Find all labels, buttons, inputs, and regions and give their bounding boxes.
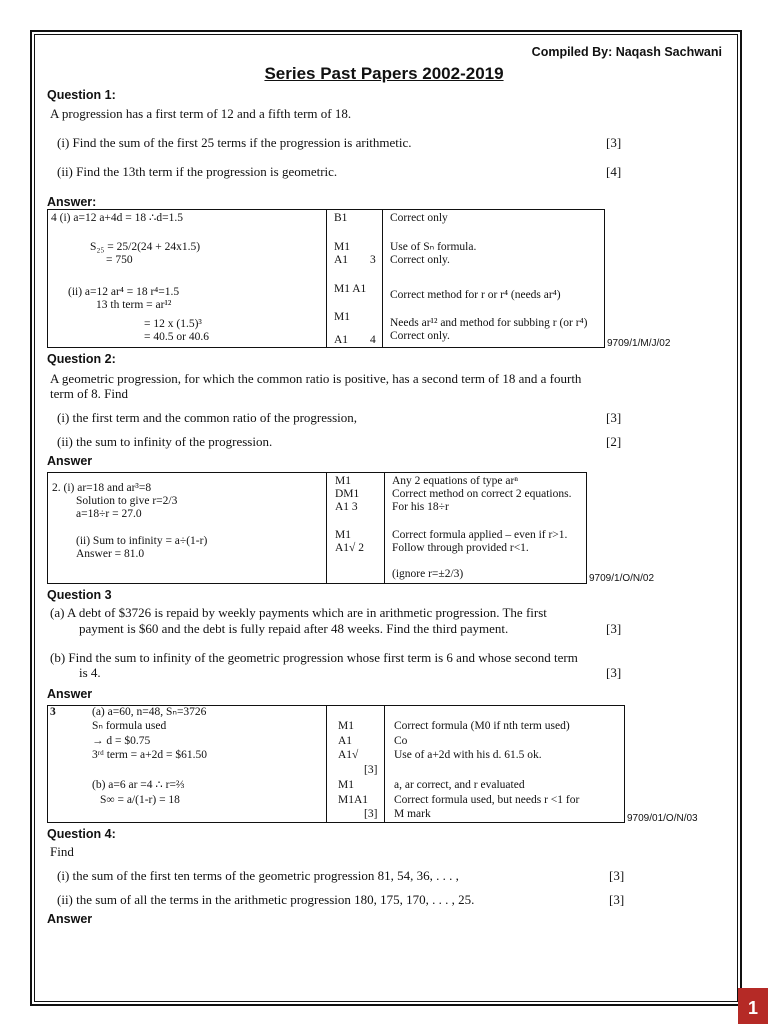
q3-ms-comment: M mark xyxy=(394,808,431,820)
q1-ms-comment: Correct only xyxy=(390,212,448,224)
q2-ms-line: (ii) Sum to infinity = a÷(1-r) xyxy=(76,535,208,547)
q3-part-b: (b) Find the sum to infinity of the geometric progression whose first term is 6 and whose second term xyxy=(50,650,578,665)
q4-marks-ii: [3] xyxy=(609,892,625,907)
q1-ms-line: S₂₅ = 25/2(24 + 24x1.5) xyxy=(90,241,201,253)
compiled-by: Compiled By: Naqash Sachwani xyxy=(531,45,722,59)
q1-markscheme-table xyxy=(47,209,605,348)
q1-paper-ref: 9709/1/M/J/02 xyxy=(607,338,671,349)
q3-ms-line: (a) a=60, n=48, Sₙ=3726 xyxy=(92,706,207,718)
q2-marks-ii: [2] xyxy=(606,434,622,449)
q1-part-i: (i) Find the sum of the first 25 terms if the progression is arithmetic. xyxy=(57,135,412,150)
q3-ms-line: → d = $0.75 xyxy=(92,735,151,747)
q2-ms-comment: Correct method on correct 2 equations. xyxy=(392,488,572,500)
q1-ms-total: 3 xyxy=(370,254,376,266)
q1-ms-line: 4 (i) a=12 a+4d = 18 ∴d=1.5 xyxy=(51,212,183,224)
q3-ms-line: S∞ = a/(1-r) = 18 xyxy=(100,794,180,806)
q3-answer-label: Answer xyxy=(47,687,93,701)
q2-paper-ref: 9709/1/O/N/02 xyxy=(589,573,655,584)
q1-ms-mark: A1 xyxy=(334,254,349,266)
q3-ms-comment: a, ar correct, and r evaluated xyxy=(394,779,525,791)
q1-ms-mark: M1 xyxy=(334,241,350,253)
q2-ms-comment: (ignore r=±2/3) xyxy=(392,568,464,580)
q3-ms-line: 3ʳᵈ term = a+2d = $61.50 xyxy=(92,749,207,761)
q2-ms-comment: Any 2 equations of type arⁿ xyxy=(392,475,518,487)
q3-ms-line: (b) a=6 ar =4 ∴ r=⅔ xyxy=(92,779,185,791)
q2-ms-mark: M1 xyxy=(335,529,351,541)
q1-ms-line: (ii) a=12 ar⁴ = 18 r⁴=1.5 xyxy=(68,286,180,298)
q2-part-i: (i) the first term and the common ratio of the progression, xyxy=(57,410,358,425)
q2-ms-line: Solution to give r=2/3 xyxy=(76,495,178,507)
q1-ms-mark: M1 xyxy=(334,311,350,323)
q3-heading: Question 3 xyxy=(47,588,112,602)
q3-ms-comment: Co xyxy=(394,735,408,747)
q1-ms-line: = 40.5 or 40.6 xyxy=(144,331,209,343)
q1-ms-line: 13 th term = ar¹² xyxy=(96,299,172,311)
q1-ms-comment: Correct method for r or r⁴ (needs ar⁴) xyxy=(390,289,561,301)
q4-answer-label: Answer xyxy=(47,912,93,926)
q3-paper-ref: 9709/01/O/N/03 xyxy=(627,813,698,824)
q4-stem: Find xyxy=(50,844,74,859)
q3-ms-total: [3] xyxy=(364,808,378,820)
q1-ms-line: = 750 xyxy=(106,254,133,266)
q1-ms-line: = 12 x (1.5)³ xyxy=(144,318,202,330)
q1-heading: Question 1: xyxy=(47,88,116,102)
q1-ms-mark: B1 xyxy=(334,212,348,224)
q2-ms-line: Answer = 81.0 xyxy=(76,548,145,560)
q3-ms-line: Sₙ formula used xyxy=(92,720,167,732)
q4-heading: Question 4: xyxy=(47,827,116,841)
q3-ms-mark: M1A1 xyxy=(338,794,369,806)
q2-ms-comment: Correct formula applied – even if r>1. xyxy=(392,529,568,541)
q3-marks-b: [3] xyxy=(606,665,622,680)
q3-ms-mark: A1√ xyxy=(338,749,359,761)
page-number-badge: 1 xyxy=(738,988,768,1024)
q3-ms-total: [3] xyxy=(364,764,378,776)
q1-marks-i: [3] xyxy=(606,135,622,150)
q1-answer-label: Answer: xyxy=(47,195,97,209)
q3-ms-mark: M1 xyxy=(338,779,354,791)
q3-part-a: (a) A debt of $3726 is repaid by weekly payments which are in arithmetic progression. The first xyxy=(50,605,547,620)
q3-ms-comment: Correct formula used, but needs r <1 for xyxy=(394,794,580,806)
q1-ms-comment: Correct only. xyxy=(390,254,450,266)
q2-ms-line: 2. (i) ar=18 and ar³=8 xyxy=(52,482,152,494)
q3-part-a-cont: payment is $60 and the debt is fully repaid after 48 weeks. Find the third payment. xyxy=(79,621,509,636)
q1-part-ii: (ii) Find the 13th term if the progression is geometric. xyxy=(57,164,338,179)
q3-ms-mark: A1 xyxy=(338,735,353,747)
q1-ms-comment: Needs ar¹² and method for subbing r (or r⁴) xyxy=(390,317,588,329)
q3-marks-a: [3] xyxy=(606,621,622,636)
q2-ms-mark: A1√ 2 xyxy=(335,542,364,554)
q3-part-b-cont: is 4. xyxy=(79,665,101,680)
q2-markscheme-table xyxy=(47,472,587,584)
q4-part-i: (i) the sum of the first ten terms of the geometric progression 81, 54, 36, . . . , xyxy=(57,868,459,883)
q3-markscheme-table xyxy=(47,705,625,823)
q1-stem: A progression has a first term of 12 and a fifth term of 18. xyxy=(50,106,352,121)
q2-ms-mark: A1 3 xyxy=(335,501,358,513)
q1-ms-mark: A1 xyxy=(334,334,349,346)
q4-marks-i: [3] xyxy=(609,868,625,883)
q1-ms-comment: Use of Sₙ formula. xyxy=(390,241,477,253)
q1-ms-total: 4 xyxy=(370,334,376,346)
q2-ms-mark: DM1 xyxy=(335,488,360,500)
q3-ms-mark: M1 xyxy=(338,720,354,732)
q2-ms-comment: Follow through provided r<1. xyxy=(392,542,529,554)
q2-part-ii: (ii) the sum to infinity of the progression. xyxy=(57,434,273,449)
q1-ms-mark: M1 A1 xyxy=(334,283,367,295)
q2-ms-comment: For his 18÷r xyxy=(392,501,449,513)
q3-ms-number: 3 xyxy=(50,706,56,718)
q2-ms-line: a=18÷r = 27.0 xyxy=(76,508,142,520)
q2-stem: A geometric progression, for which the common ratio is positive, has a second term of 18 and a fourth xyxy=(50,371,582,386)
q2-marks-i: [3] xyxy=(606,410,622,425)
q1-ms-comment: Correct only. xyxy=(390,330,450,342)
q3-ms-comment: Use of a+2d with his d. 61.5 ok. xyxy=(394,749,542,761)
page-title: Series Past Papers 2002-2019 xyxy=(264,64,504,83)
q2-ms-mark: M1 xyxy=(335,475,351,487)
q1-marks-ii: [4] xyxy=(606,164,622,179)
q4-part-ii: (ii) the sum of all the terms in the arithmetic progression 180, 175, 170, . . . , 25. xyxy=(57,892,475,907)
q3-ms-comment: Correct formula (M0 if nth term used) xyxy=(394,720,570,732)
q2-stem-cont: term of 8. Find xyxy=(50,386,128,401)
q2-answer-label: Answer xyxy=(47,454,93,468)
q2-heading: Question 2: xyxy=(47,352,116,366)
